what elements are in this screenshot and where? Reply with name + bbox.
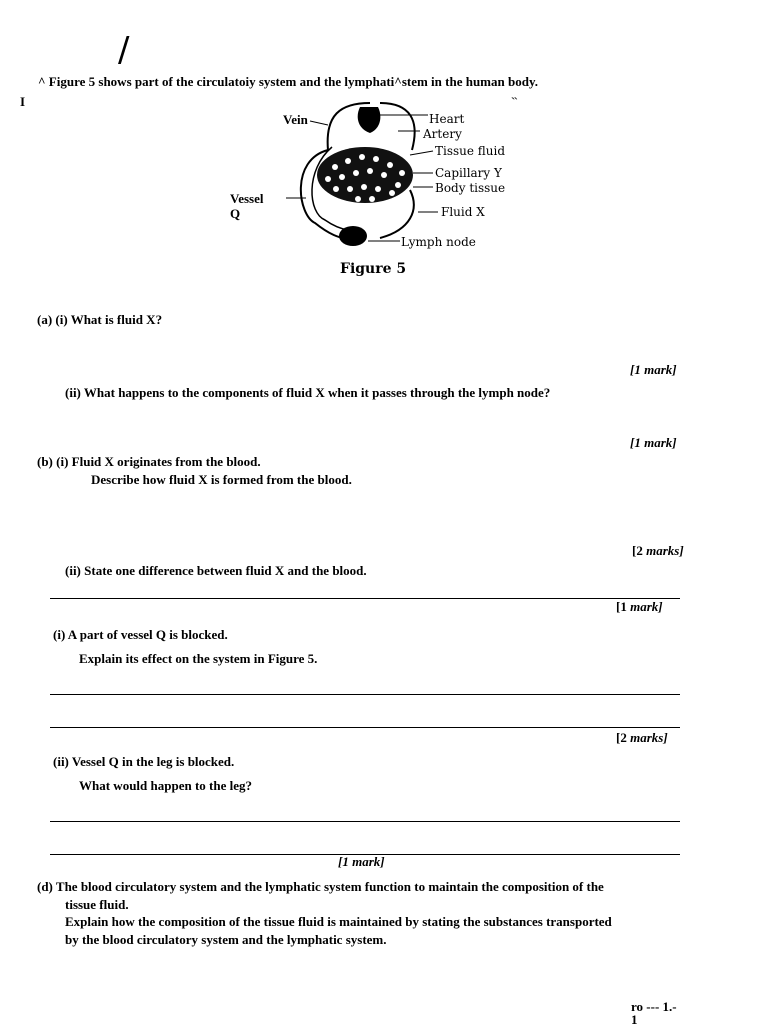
- question-b-ii: (ii) State one difference between fluid X and the blood.: [65, 563, 367, 578]
- mark-a-ii: [1 mark]: [630, 435, 677, 450]
- answer-line[interactable]: [50, 694, 680, 695]
- question-a-i: (a) (i) What is fluid X?: [37, 312, 163, 327]
- heart-label: Heart: [429, 112, 465, 126]
- capillary-y-label: Capillary Y: [435, 166, 502, 180]
- mark-b-ii-rest: mark]: [630, 599, 663, 614]
- question-d-line3: Explain how the composition of the tissue fluid is maintained by stating the substances transported: [65, 914, 612, 929]
- mark-b-i-rest: marks]: [646, 543, 684, 558]
- mark-c-i-rest: marks]: [630, 730, 668, 745]
- mark-c-i-open: [2: [616, 730, 631, 745]
- mark-b-ii-open: [1: [616, 599, 631, 614]
- figure-5-diagram: [220, 95, 540, 255]
- answer-line[interactable]: [50, 598, 680, 599]
- vein-label: Vein: [283, 112, 308, 127]
- mark-b-ii: [616, 599, 663, 615]
- page-reference: ro --- 1.-: [631, 999, 677, 1014]
- vessel-label: Vessel: [230, 191, 264, 206]
- stray-tick-mark: ˵: [512, 90, 517, 105]
- figure-caption: Figure 5: [340, 261, 407, 277]
- question-d-line1: (d) The blood circulatory system and the lymphatic system function to maintain the composition of the: [37, 879, 604, 894]
- question-d-line2: tissue fluid.: [65, 897, 129, 912]
- intro-text: ^ Figure 5 shows part of the circulatoiy system and the lymphati^stem in the human body.: [38, 74, 538, 89]
- mark-c-i: [616, 730, 668, 746]
- question-c-ii-line2: What would happen to the leg?: [79, 778, 252, 793]
- question-d-line4: by the blood circulatory system and the lymphatic system.: [65, 932, 387, 947]
- question-c-ii-line1: (ii) Vessel Q in the leg is blocked.: [53, 754, 235, 769]
- mark-c-ii: [1 mark]: [338, 854, 385, 869]
- question-c-i-line1: (i) A part of vessel Q is blocked.: [53, 627, 228, 642]
- answer-line[interactable]: [50, 727, 680, 728]
- vessel-q-label: Q: [230, 206, 241, 221]
- mark-b-i: [632, 543, 684, 559]
- answer-line[interactable]: [50, 821, 680, 822]
- tissue-fluid-label: Tissue fluid: [435, 144, 506, 158]
- question-b-i-line2: Describe how fluid X is formed from the blood.: [91, 472, 352, 487]
- mark-b-i-open: [2: [632, 543, 647, 558]
- page-reference-number: 1: [631, 1012, 638, 1027]
- body-tissue-label: Body tissue: [435, 181, 506, 195]
- fluid-x-label: Fluid X: [441, 205, 485, 219]
- question-a-ii: (ii) What happens to the components of fluid X when it passes through the lymph node?: [65, 385, 551, 400]
- lymph-node-label: Lymph node: [401, 235, 476, 249]
- stray-margin-mark: I: [20, 94, 26, 109]
- stray-slash-mark: /: [118, 30, 130, 70]
- question-b-i-line1: (b) (i) Fluid X originates from the blood.: [37, 454, 261, 469]
- artery-label: Artery: [423, 127, 462, 141]
- mark-a-i: [1 mark]: [630, 362, 677, 377]
- question-c-i-line2: Explain its effect on the system in Figure 5.: [79, 651, 318, 666]
